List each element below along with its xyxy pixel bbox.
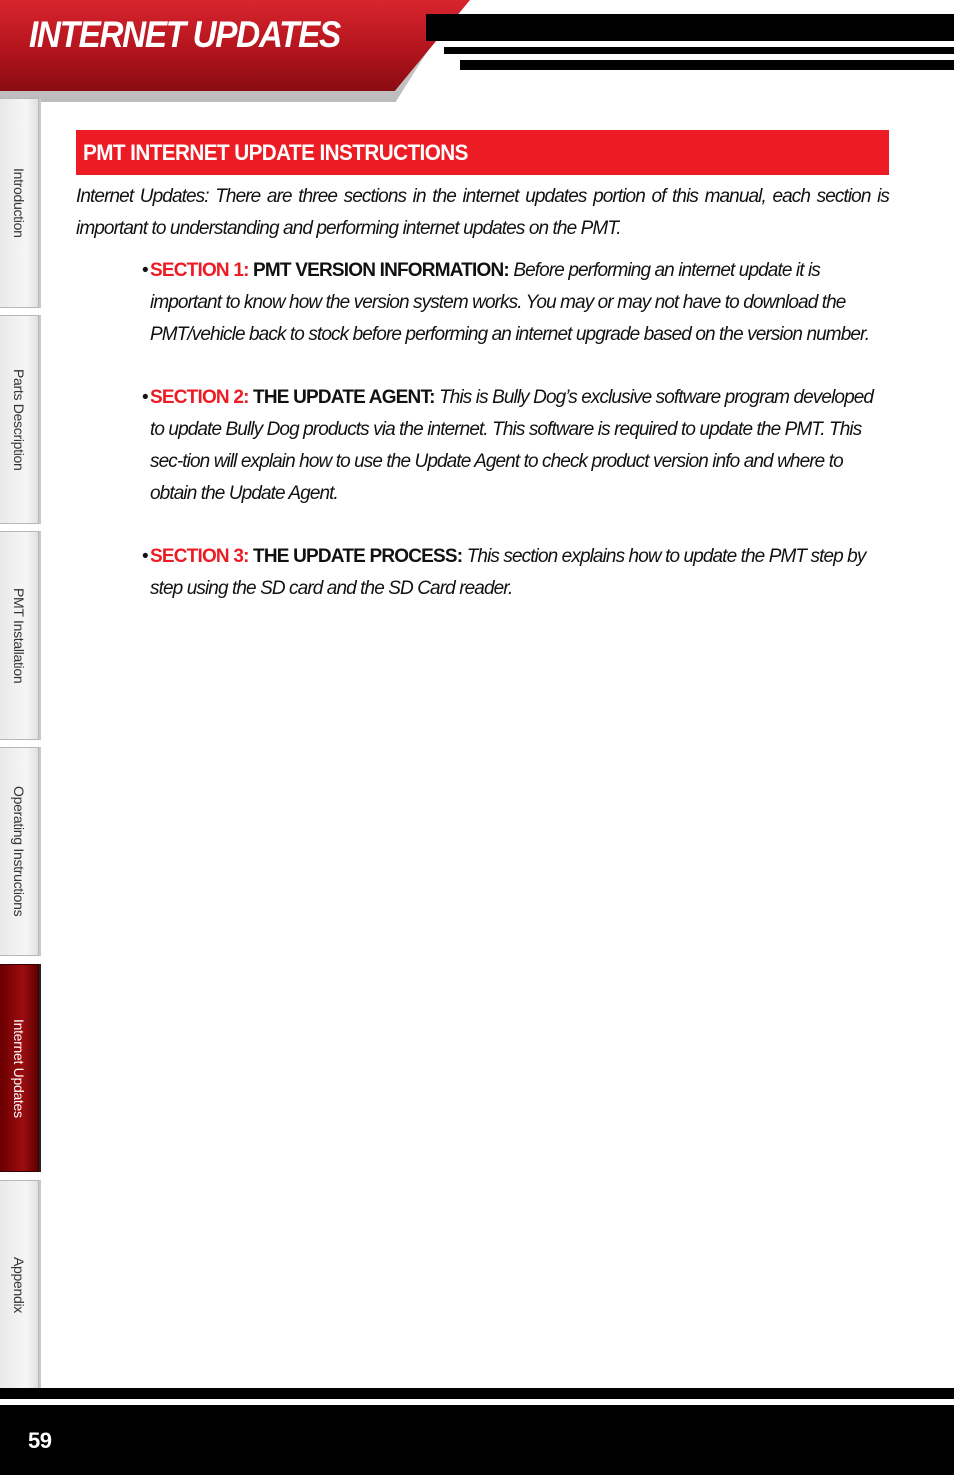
- list-item: [142, 541, 888, 605]
- footer-bar: [0, 1405, 954, 1475]
- section-number: SECTION 3:: [150, 546, 249, 567]
- list-item: [142, 255, 888, 351]
- section-heading-bar: [76, 130, 889, 175]
- tab-appendix[interactable]: [0, 1180, 39, 1389]
- section-title: THE UPDATE AGENT:: [253, 387, 435, 408]
- page-number: 59: [28, 1428, 52, 1453]
- page-title: INTERNET UPDATES: [29, 14, 340, 55]
- tab-label: Appendix: [11, 1256, 27, 1313]
- tab-label: Introduction: [11, 168, 27, 238]
- tab-internet-updates[interactable]: [0, 964, 39, 1172]
- tab-label: Parts Description: [11, 368, 27, 471]
- footer-rule: [0, 1388, 954, 1399]
- tab-pmt-installation[interactable]: [0, 531, 39, 740]
- section-description: Before performing an internet update it is important to know how the version system works. You may or may not have to download the PMT/vehicle back to stock before performing an internet upgrade based on the version number.: [150, 260, 870, 345]
- tab-label: Internet Updates: [11, 1018, 27, 1118]
- section-number: SECTION 2:: [150, 387, 249, 408]
- section-list: [142, 255, 888, 636]
- header-stripe: [460, 60, 954, 70]
- section-description: This section explains how to update the PMT step by step using the SD card and the SD Card reader.: [150, 546, 866, 599]
- section-heading: PMT INTERNET UPDATE INSTRUCTIONS: [83, 139, 468, 165]
- header-stripe: [444, 47, 954, 54]
- intro-paragraph: Internet Updates: There are three sections in the internet updates portion of this manual, each section is important to understanding and performing internet updates on the PMT.: [76, 186, 889, 239]
- section-description: This is Bully Dog’s exclusive software program developed to update Bully Dog products via the internet. This software is required to update the PMT. This sec-tion will explain how to use the Update Agent to check product version info and where to obtain the Update Agent.: [150, 387, 874, 504]
- section-title: THE UPDATE PROCESS:: [253, 546, 463, 567]
- list-item: [142, 382, 888, 510]
- section-number: SECTION 1:: [150, 260, 249, 281]
- section-title: PMT VERSION INFORMATION:: [253, 260, 509, 281]
- page-header: [0, 0, 954, 102]
- tab-label: PMT Installation: [11, 587, 27, 684]
- tab-label: Operating Instructions: [11, 786, 27, 917]
- tab-introduction[interactable]: [0, 98, 39, 308]
- tab-parts-description[interactable]: [0, 315, 39, 524]
- tab-operating-instructions[interactable]: [0, 747, 39, 956]
- header-stripe: [426, 14, 954, 41]
